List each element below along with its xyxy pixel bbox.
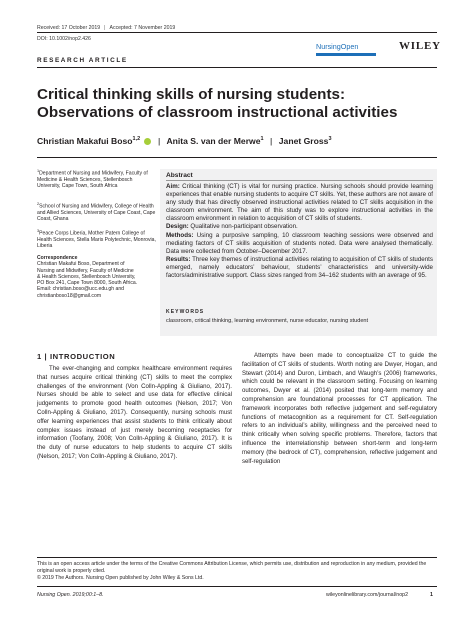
section-rule xyxy=(37,67,437,68)
affiliation-number: 1 xyxy=(37,169,40,173)
author-affiliation-marker: 1,2 xyxy=(132,136,141,143)
correspondence-line: & Health Sciences, Stellenbosch University, xyxy=(37,273,136,280)
intro-left-column xyxy=(37,365,232,462)
footer-rule xyxy=(37,586,437,587)
abstract-title: Abstract xyxy=(166,172,193,179)
footer-url[interactable]: wileyonlinelibrary.com/journal/nop2 xyxy=(326,592,409,598)
journal-logo-bar xyxy=(316,53,376,56)
abstract-label: Design: xyxy=(166,223,189,231)
section-label: RESEARCH ARTICLE xyxy=(37,57,128,64)
journal-logo: NursingOpen xyxy=(316,42,359,51)
abstract-paragraph xyxy=(166,223,433,231)
author-affiliation-marker: 3 xyxy=(328,136,332,143)
author-name[interactable]: Anita S. van der Merwe xyxy=(166,136,261,146)
keywords-title: KEYWORDS xyxy=(166,309,205,315)
correspondence-email[interactable]: Email: christian.boso@ucc.edu.gh and xyxy=(37,286,125,293)
correspondence-line: PO Box 241, Cape Town 8000, South Africa. xyxy=(37,280,138,287)
copyright-note: © 2019 The Authors. Nursing Open published by John Wiley & Sons Ltd. xyxy=(37,575,204,581)
correspondence-heading: Correspondence xyxy=(37,255,78,261)
body-paragraph: The ever-changing and complex healthcare environment requires that nurses acquire critical thinking (CT) skills to meet the complex challenges of the environment (Von Colln-Appling & Giuliano, 2017). Nurses should be able to select and use data for effective clinical judgements to promote good health outcomes (Nelson, 2017; Von Colln-Appling & Giuliano, 2017). Consequently, nursing schools must offer learning experiences that assist students to think critically about complex issues instead of just merely becoming receptacles for information (Toofany, 2008; Von Colln-Appling & Giuliano, 2017). It is the duty of nurse educators to help students to acquire CT skills (Nelson, 2017; Von Colln-Appling & Giuliano, 2017). xyxy=(37,365,232,460)
author-name[interactable]: Christian Makafui Boso xyxy=(37,136,133,146)
affiliation-number: 3 xyxy=(37,229,40,233)
affiliation xyxy=(37,228,157,250)
author-name[interactable]: Janet Gross xyxy=(278,136,329,146)
abstract-body xyxy=(166,183,433,280)
abstract-paragraph xyxy=(166,183,433,223)
affiliation-text: Peace Corps Liberia, Mother Patern College of Health Sciences, Stella Maris Polytechnic, Monrovia, Liberia xyxy=(37,230,156,250)
author-affiliation-marker: 1 xyxy=(260,136,264,143)
article-title: Critical thinking skills of nursing students: Observations of classroom instructional activities xyxy=(37,86,398,121)
section-heading-introduction: 1 | INTRODUCTION xyxy=(37,352,116,361)
abstract-label: Results: xyxy=(166,255,191,263)
affiliation xyxy=(37,168,157,190)
keywords-list: classroom, critical thinking, learning environment, nurse educator, nursing student xyxy=(166,318,369,324)
publisher-logo: WILEY xyxy=(399,40,441,52)
abstract-text: Using a purposive sampling, 10 classroom teaching sessions were observed and mediating factors of CT skills acquisition of students noted. Data were analysed thematically. Data were collected from October–December 2017. xyxy=(166,231,433,255)
author-list xyxy=(37,136,332,146)
abstract-label: Methods: xyxy=(166,231,194,239)
correspondence-line: Nursing and Midwifery, Faculty of Medicine xyxy=(37,267,134,274)
abstract-paragraph xyxy=(166,256,433,280)
abstract-label: Aim: xyxy=(166,183,180,190)
correspondence-email[interactable]: christianboso18@gmail.com xyxy=(37,292,102,299)
received-date: Received: 17 October 2019 xyxy=(37,25,101,31)
affiliation-text: Department of Nursing and Midwifery, Faculty of Medicine & Health Sciences, Stellenbosch University, Cape Town, South Africa xyxy=(37,170,148,190)
author-rule xyxy=(37,157,437,158)
affiliation xyxy=(37,201,157,223)
footnote-rule xyxy=(37,557,437,558)
abstract-text: Critical thinking (CT) is vital for nursing practice. Nursing schools should provide learning experiences that enable nursing students to acquire CT skills. Yet, these authors are not aware of any study that has directly observed instructional activities related to CT skills acquisition in the classroom environment. The aim of this study was to explore instructional activities in the classroom environment in relation to acquisition of CT skills of students. xyxy=(166,183,433,223)
footer-citation: Nursing Open. 2019;00:1–8. xyxy=(37,592,104,598)
publication-dates xyxy=(37,25,175,31)
date-separator: | xyxy=(104,25,106,31)
license-note: This is an open access article under the terms of the Creative Commons Attribution License, which permits use, distribution and reproduction in any medium, provided the original work is properly cited. xyxy=(37,561,427,574)
body-paragraph: Attempts have been made to conceptualize CT to guide the facilitation of CT skills of students. Worth noting are Dwyer, Hogan, and Stewart (2014) and Duron, Limbach, and Waugh’s (2006) frameworks, which could be relevant in the classroom setting. Focusing on learning outcomes, Dwyer et al. (2014) posited that long-term memory and comprehension are foundational processes for CT application. The framework incorporates both reflective judgement and self-regulatory functions of metacognition as a requirement for CT. Self-regulation refers to an individual’s ability, willingness and the perceived need to think critically when solving specific problems. Therefore, factors that influence the interrelationship between short-term and long-term memory (the bedrock of CT), comprehension, reflective judgement and self-regulation xyxy=(242,352,437,465)
affiliation-number: 2 xyxy=(37,202,40,206)
correspondence-block xyxy=(37,255,157,299)
author-separator: | xyxy=(269,136,273,146)
author-separator: | xyxy=(157,136,161,146)
page-number: 1 xyxy=(430,592,433,598)
header-rule xyxy=(37,32,437,33)
orcid-icon[interactable] xyxy=(144,138,151,145)
doi[interactable]: DOI: 10.1002/nop2.426 xyxy=(37,36,91,42)
abstract-paragraph xyxy=(166,232,433,256)
intro-right-column xyxy=(242,352,437,466)
correspondence-line: Christian Makafui Boso, Department of xyxy=(37,261,125,268)
abstract-text: Three key themes of instructional activities relating to acquisition of CT skills of students emerged, namely educators’ behaviour, students’ characteristics and university-wide factors/administrative support. Class sizes ranged from 34–162 students with an average of 95. xyxy=(166,255,433,280)
affiliation-text: School of Nursing and Midwifery, College of Health and Allied Sciences, University of Cape Coast, Cape Coast, Ghana xyxy=(37,203,156,223)
accepted-date: Accepted: 7 November 2019 xyxy=(109,25,176,31)
abstract-text: Qualitative non-participant observation. xyxy=(188,223,298,231)
